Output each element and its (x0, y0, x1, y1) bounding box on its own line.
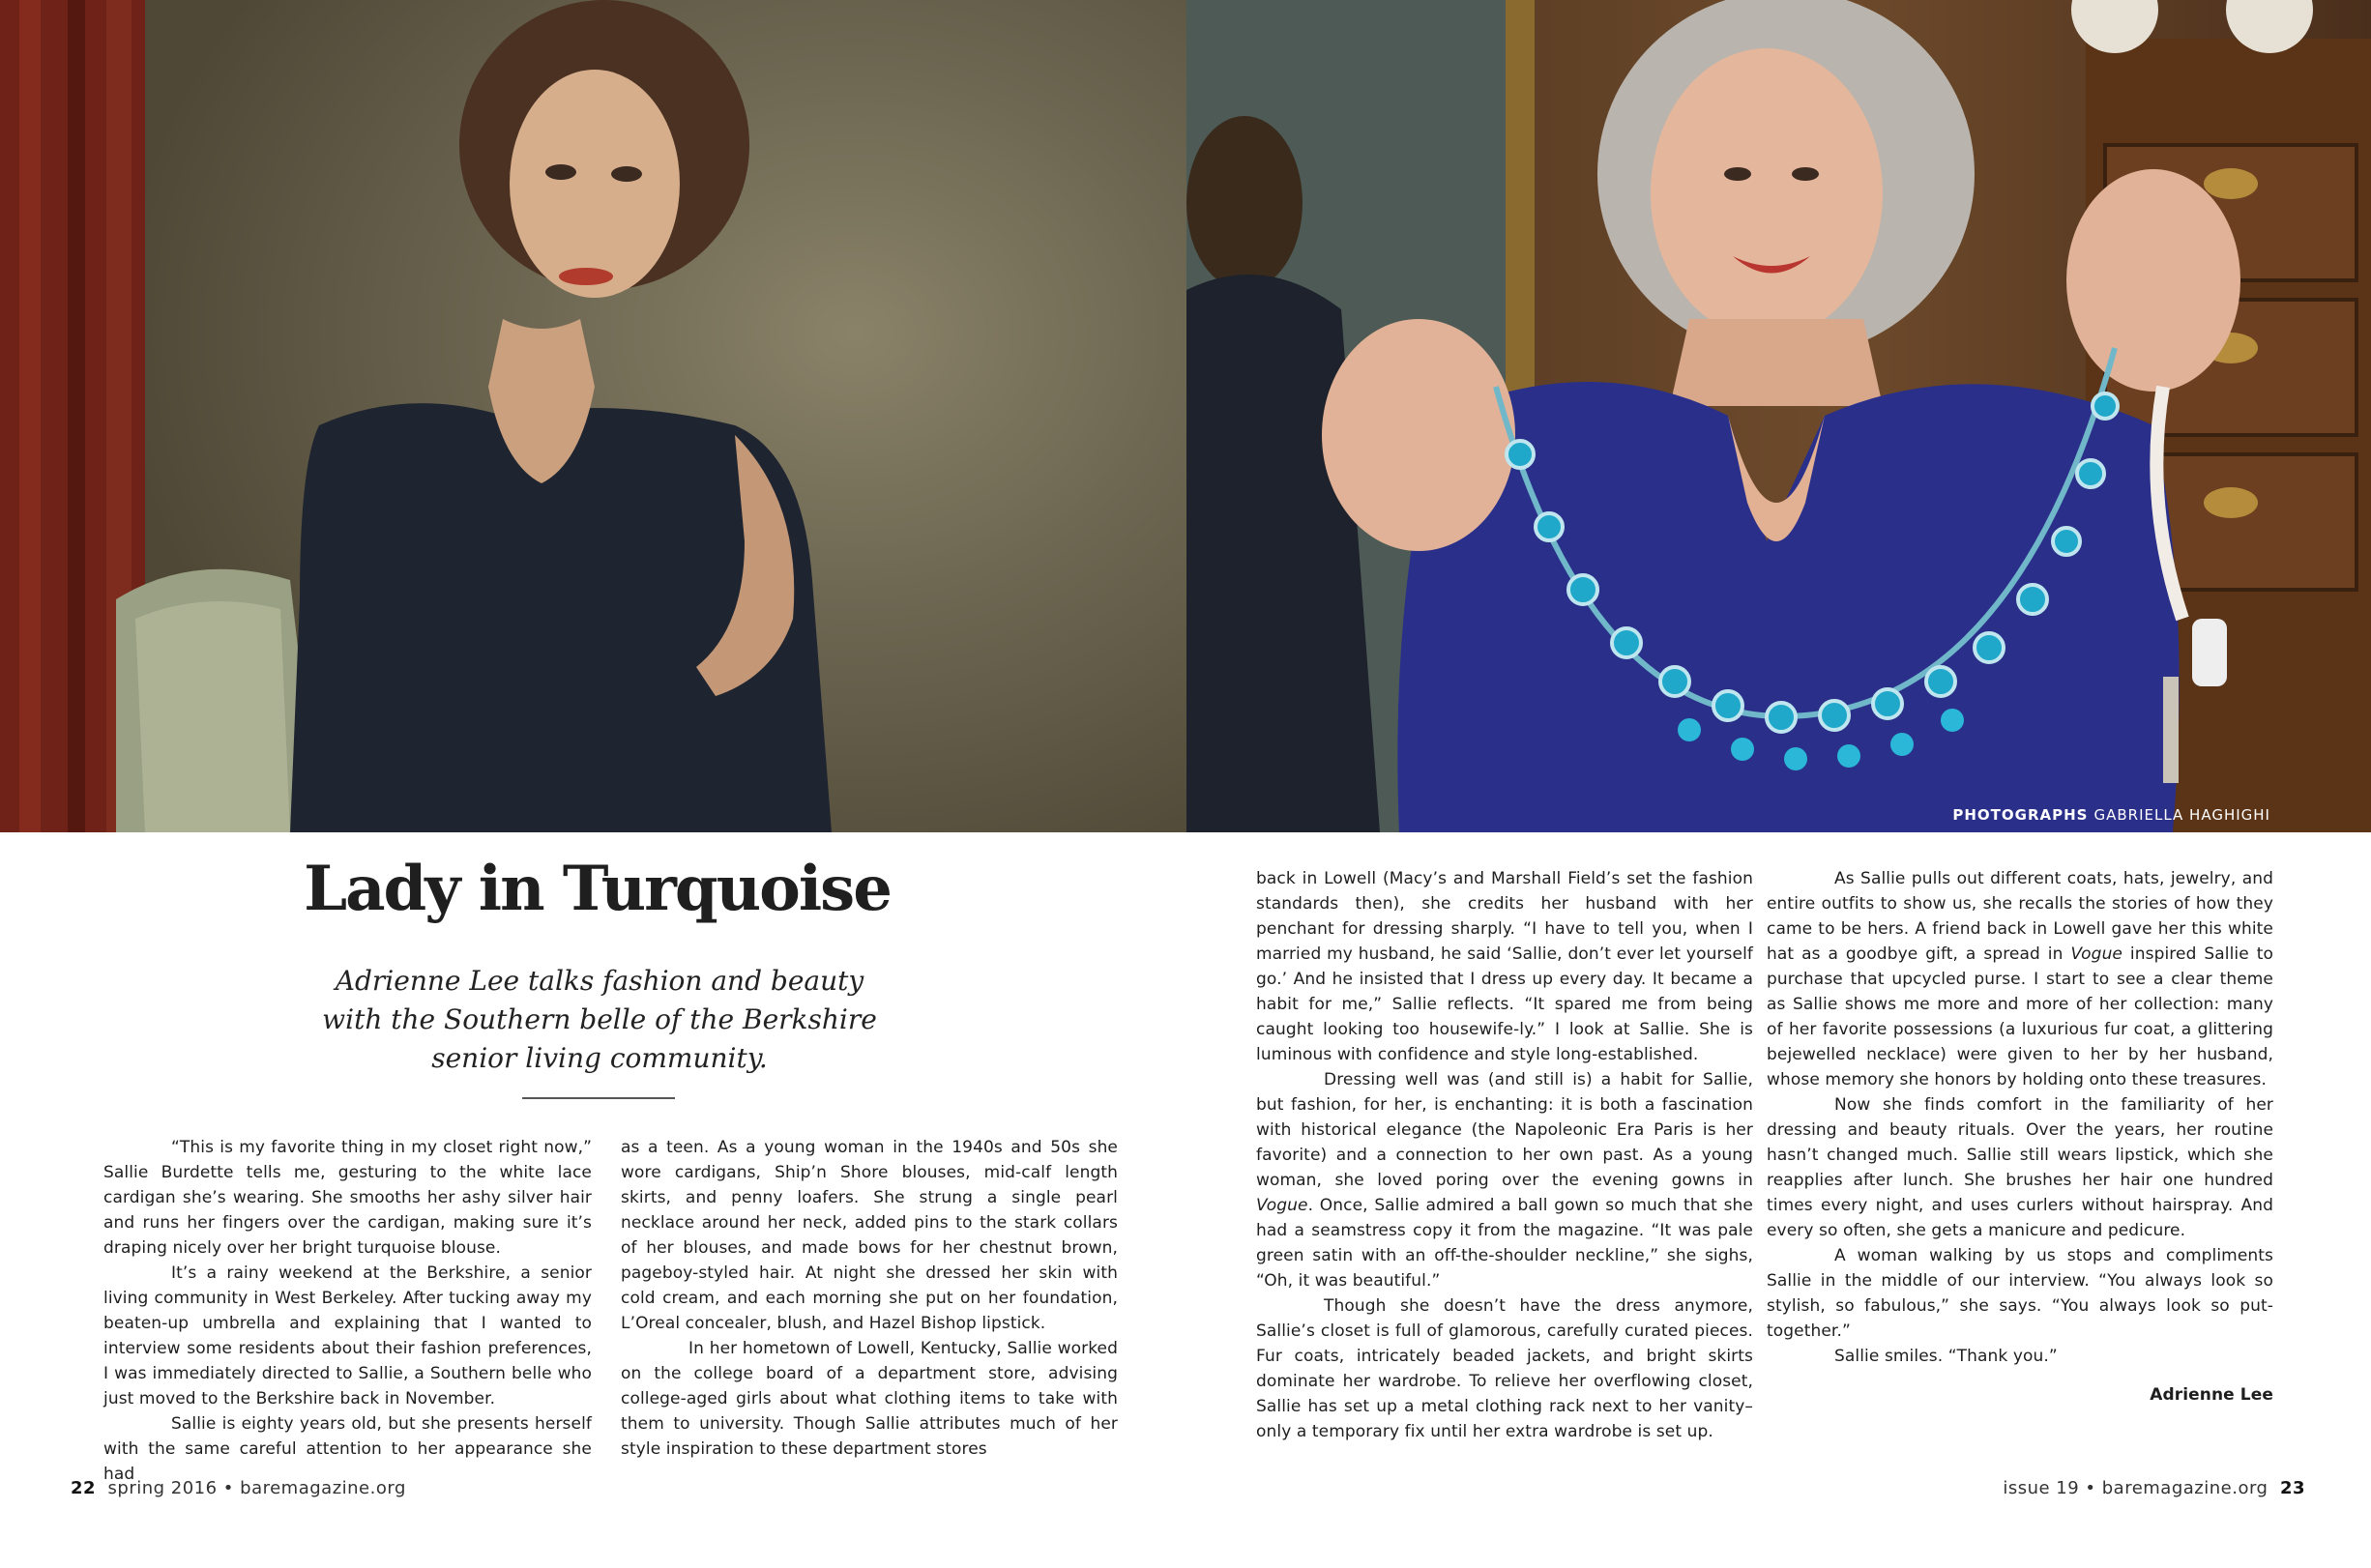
paragraph: “This is my favorite thing in my closet right now,” Sallie Burdette tells me, gesturing to the white lace cardigan she’s wearing. She smooths her ashy silver hair and runs her fingers over the cardigan, making sure it’s draping nicely over her bright turquoise blouse. (103, 1138, 592, 1258)
paragraph: A woman walking by us stops and compliments Sallie in the middle of our interview. “You always look so stylish, so fabulous,” she says. “You always look so put-together.” (1767, 1246, 2273, 1341)
author-signature: Adrienne Lee (2150, 1385, 2273, 1405)
paragraph: Sallie smiles. “Thank you.” (1834, 1347, 2058, 1366)
paragraph: Sallie is eighty years old, but she presents herself with the same careful attention to her appearance she had (103, 1414, 592, 1484)
text-run: . Once, Sallie admired a ball gown so much that she had a seamstress copy it from the magazine. “It was pale green satin with an off-the-shoulder neckline,” she sighs, “Oh, it was beautiful.” (1256, 1196, 1753, 1291)
title-divider (522, 1097, 675, 1099)
photo-credit (1952, 806, 2270, 824)
portrait-painting-illustration (0, 0, 1186, 832)
article-column-4 (1767, 866, 2273, 1408)
paragraph (1767, 866, 2273, 1092)
article-column-2 (621, 1135, 1118, 1462)
necklace-photo (1186, 0, 2371, 832)
footer-right (2003, 1478, 2305, 1498)
paragraph: Though she doesn’t have the dress anymore, Sallie’s closet is full of glamorous, carefully curated pieces. Fur coats, intricately beaded jackets, and bright skirts dominate her wardrobe. To relieve her overflowing closet, Sallie has set up a metal clothing rack next to her vanity–only a temporary fix until her extra wardrobe is set up. (1256, 1296, 1753, 1441)
photo-credit-label: PHOTOGRAPHS (1952, 806, 2089, 824)
paragraph: It’s a rainy weekend at the Berkshire, a senior living community in West Berkeley. After tucking away my beaten-up umbrella and explaining that I wanted to interview some residents about their fashion preferences, I was immediately directed to Sallie, a Southern belle who just moved to the Berkshire back in November. (103, 1263, 592, 1408)
article-subtitle: Adrienne Lee talks fashion and beauty with the Southern belle of the Berkshire senior living community. (322, 965, 877, 1074)
page-number: 22 (71, 1478, 97, 1498)
paragraph: as a teen. As a young woman in the 1940s and 50s she wore cardigans, Ship’n Shore blouses, mid-calf length skirts, and penny loafers. She strung a single pearl necklace around her neck, added pins to the stark collars of her blouses, and made bows for her chestnut brown, pageboy-styled hair. At night she dressed her skin with cold cream, and each morning she put on her foundation, L’Oreal concealer, blush, and Hazel Bishop lipstick. (621, 1138, 1118, 1333)
footer-left (71, 1478, 406, 1498)
portrait-painting-photo (0, 0, 1186, 832)
text-run: Dressing well was (and still is) a habit for Sallie, but fashion, for her, is enchanting: it is both a fascination with historical elegance (the Napoleonic Era Paris is her favorite) and a connection to her own past. As a young woman, she loved poring over the evening gowns in (1256, 1070, 1753, 1190)
magazine-name: Vogue (1256, 1196, 1308, 1215)
footer-text: spring 2016 • baremagazine.org (107, 1478, 406, 1498)
footer-text: issue 19 • baremagazine.org (2003, 1478, 2269, 1498)
magazine-name: Vogue (2070, 944, 2122, 964)
article-title: Lady in Turquoise (304, 853, 891, 925)
paragraph: Now she finds comfort in the familiarity of her dressing and beauty rituals. Over the years, her routine hasn’t changed much. Sallie still wears lipstick, which she reapplies after lunch. She brushes her hair one hundred times every night, and uses curlers without hairspray. And every so often, she gets a manicure and pedicure. (1767, 1095, 2273, 1240)
paragraph (1256, 1067, 1753, 1293)
paragraph: back in Lowell (Macy’s and Marshall Field’s set the fashion standards then), she credits her husband with her penchant for dressing sharply. “I have to tell you, when I married my husband, he said ‘Sallie, don’t ever let yourself go.’ And he insisted that I dress up every day. It became a habit for me,” Sallie reflects. “It spared me from being caught looking too housewife-ly.” I look at Sallie. She is luminous with confidence and style long-established. (1256, 869, 1753, 1064)
article-column-1 (103, 1135, 592, 1487)
text-run: As Sallie pulls out different coats, hats, jewelry, and entire outfits to show us, she recalls the stories of how they came to be hers. A friend back in Lowell gave her this white hat as a goodbye gift, a spread in (1767, 869, 2273, 964)
page-number: 23 (2279, 1478, 2305, 1498)
necklace-photo-illustration (1186, 0, 2371, 832)
text-run: inspired Sallie to purchase that upcycled purse. I start to see a clear theme as Sallie shows me more and more of her collection: many of her favorite possessions (a luxurious fur coat, a glittering bejewelled necklace) were given to her by her husband, whose memory she honors by holding onto these treasures. (1767, 944, 2274, 1089)
article-column-3 (1256, 866, 1753, 1444)
paragraph: In her hometown of Lowell, Kentucky, Sallie worked on the college board of a department store, advising college-aged girls about what clothing items to take with them to university. Though Sallie attributes much of her style inspiration to these department stores (621, 1339, 1118, 1459)
photo-credit-name: GABRIELLA HAGHIGHI (2093, 806, 2270, 824)
